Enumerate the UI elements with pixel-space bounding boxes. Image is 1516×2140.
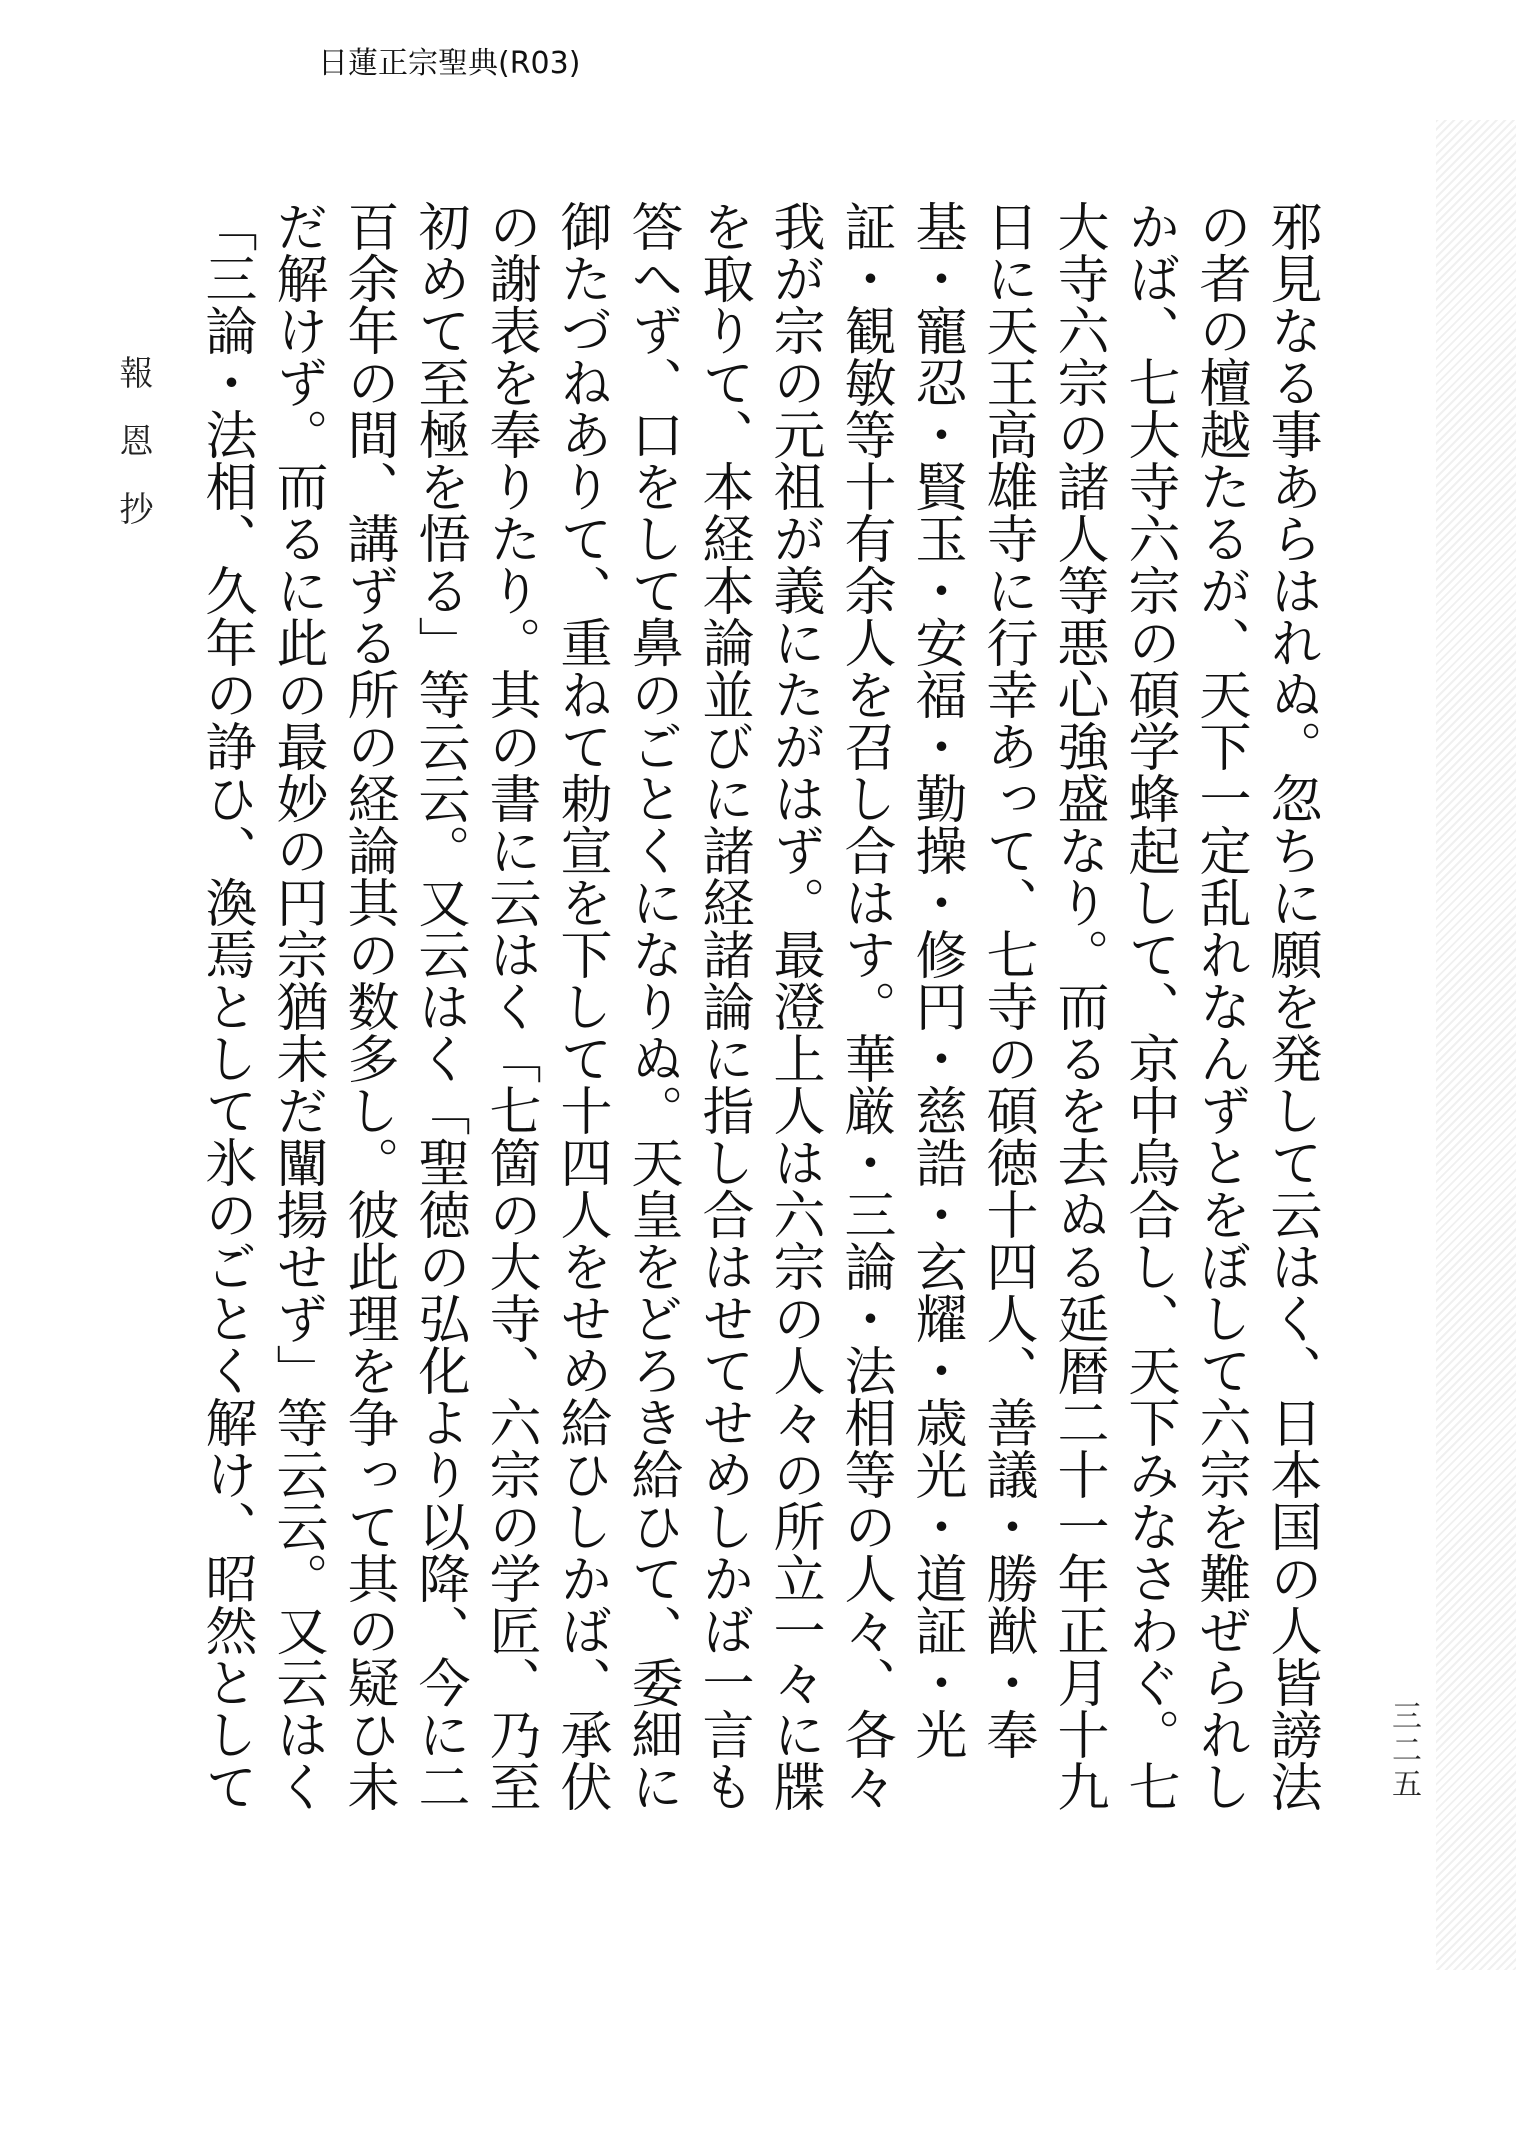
body-paragraph: 邪見なる事あらはれぬ。忽ちに願を発して云はく、日本国の人皆謗法の者の檀越たるが、天下一定乱れなんずとをぼして六宗を難ぜられしかば、七大寺六宗の碩学蜂起して、京中烏合し、天下みなさわぐ。七大寺六宗の諸人等悪心強盛なり。而るを去ぬる延暦二十一年正月十九日に天王高雄寺に行幸あって、七寺の碩徳十四人、善議・勝猷・奉基・寵忍・賢玉・安福・勤操・修円・慈誥・玄耀・歳光・道証・光証・観敏等十有余人を召し合はす。華厳・三論・法相等の人々、各々我が宗の元祖が義にたがはず。最澄上人は六宗の人々の所立一々に牒を取りて、本経本論並びに諸経諸論に指し合はせてせめしかば一言も答へず、口をして鼻のごとくになりぬ。天皇をどろき給ひて、委細に御たづねありて、重ねて勅宣を下して十四人をせめ給ひしかば、承伏の謝表を奉りたり。其の書に云はく「七箇の大寺、六宗の学匠、乃至初めて至極を悟る」等云云。又云はく「聖徳の弘化より以降、今に二百余年の間、講ずる所の経論其の数多し。彼此理を争って其の疑ひ未だ解けず。而るに此の最妙の円宗猶未だ闡揚せず」等云云。又云はく「三論・法相、久年の諍ひ、渙焉として氷のごとく解け、昭然として [196,200,1321,1812]
page-number: 三二五 [1386,1700,1421,1802]
side-title: 報恩抄 [113,355,153,559]
body-text-column [196,200,1326,1840]
scan-edge-texture [1436,120,1516,1970]
page-header-title: 日蓮正宗聖典(R03) [318,46,581,81]
